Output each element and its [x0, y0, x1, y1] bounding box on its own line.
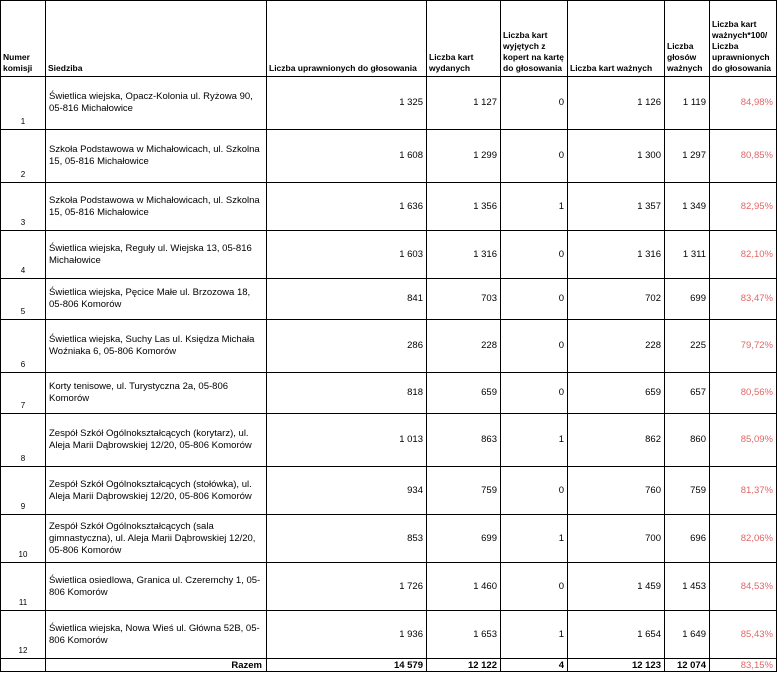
cell-waznych: 760 — [568, 467, 665, 515]
total-wydanych: 12 122 — [427, 659, 501, 672]
header-row — [1, 1, 777, 77]
cell-procent: 80,56% — [710, 373, 777, 414]
cell-uprawnionych: 1 936 — [267, 611, 427, 659]
table-row — [1, 231, 777, 279]
cell-wydanych: 659 — [427, 373, 501, 414]
cell-wyjetych: 0 — [501, 77, 568, 130]
total-wyjetych: 4 — [501, 659, 568, 672]
total-row — [1, 659, 777, 672]
cell-procent: 80,85% — [710, 130, 777, 183]
cell-glosow: 1 349 — [665, 183, 710, 231]
cell-glosow: 1 311 — [665, 231, 710, 279]
table-row — [1, 183, 777, 231]
cell-waznych: 228 — [568, 320, 665, 373]
cell-numer: 11 — [1, 563, 46, 611]
cell-numer: 3 — [1, 183, 46, 231]
cell-procent: 82,95% — [710, 183, 777, 231]
cell-numer: 8 — [1, 414, 46, 467]
cell-wyjetych: 0 — [501, 279, 568, 320]
cell-waznych: 1 300 — [568, 130, 665, 183]
cell-numer: 9 — [1, 467, 46, 515]
cell-waznych: 702 — [568, 279, 665, 320]
cell-wydanych: 1 316 — [427, 231, 501, 279]
cell-wyjetych: 1 — [501, 183, 568, 231]
table-row — [1, 467, 777, 515]
cell-procent: 82,10% — [710, 231, 777, 279]
cell-glosow: 860 — [665, 414, 710, 467]
cell-wydanych: 703 — [427, 279, 501, 320]
table-row — [1, 414, 777, 467]
cell-numer: 7 — [1, 373, 46, 414]
cell-numer: 1 — [1, 77, 46, 130]
cell-siedziba: Korty tenisowe, ul. Turystyczna 2a, 05-806 Komorów — [46, 373, 267, 414]
cell-siedziba: Świetlica wiejska, Pęcice Małe ul. Brzozowa 18, 05-806 Komorów — [46, 279, 267, 320]
cell-siedziba: Świetlica wiejska, Opacz-Kolonia ul. Ryżowa 90, 05-816 Michałowice — [46, 77, 267, 130]
cell-glosow: 1 297 — [665, 130, 710, 183]
cell-wyjetych: 1 — [501, 515, 568, 563]
cell-numer: 4 — [1, 231, 46, 279]
cell-siedziba: Zespół Szkół Ogólnokształcących (korytarz), ul. Aleja Marii Dąbrowskiej 12/20, 05-806 Komorów — [46, 414, 267, 467]
cell-siedziba: Szkoła Podstawowa w Michałowicach, ul. Szkolna 15, 05-816 Michałowice — [46, 130, 267, 183]
header-numer: Numer komisji — [1, 1, 46, 77]
cell-wyjetych: 1 — [501, 414, 568, 467]
cell-numer: 10 — [1, 515, 46, 563]
cell-procent: 84,53% — [710, 563, 777, 611]
total-label: Razem — [46, 659, 267, 672]
cell-uprawnionych: 1 726 — [267, 563, 427, 611]
total-glosow: 12 074 — [665, 659, 710, 672]
cell-wydanych: 1 460 — [427, 563, 501, 611]
cell-waznych: 1 654 — [568, 611, 665, 659]
cell-glosow: 657 — [665, 373, 710, 414]
cell-uprawnionych: 853 — [267, 515, 427, 563]
cell-siedziba: Szkoła Podstawowa w Michałowicach, ul. Szkolna 15, 05-816 Michałowice — [46, 183, 267, 231]
cell-wydanych: 863 — [427, 414, 501, 467]
cell-glosow: 1 649 — [665, 611, 710, 659]
cell-procent: 81,37% — [710, 467, 777, 515]
table-row — [1, 611, 777, 659]
cell-wydanych: 699 — [427, 515, 501, 563]
header-glosow: Liczba głosów ważnych — [665, 1, 710, 77]
header-wydanych: Liczba kart wydanych — [427, 1, 501, 77]
cell-wydanych: 1 127 — [427, 77, 501, 130]
cell-wydanych: 1 653 — [427, 611, 501, 659]
table-row — [1, 320, 777, 373]
cell-siedziba: Świetlica wiejska, Reguły ul. Wiejska 13, 05-816 Michałowice — [46, 231, 267, 279]
cell-wyjetych: 0 — [501, 563, 568, 611]
cell-uprawnionych: 1 603 — [267, 231, 427, 279]
total-procent: 83,15% — [710, 659, 777, 672]
total-blank — [1, 659, 46, 672]
cell-wyjetych: 0 — [501, 320, 568, 373]
header-waznych: Liczba kart ważnych — [568, 1, 665, 77]
cell-waznych: 659 — [568, 373, 665, 414]
cell-waznych: 862 — [568, 414, 665, 467]
table-row — [1, 563, 777, 611]
header-siedziba: Siedziba — [46, 1, 267, 77]
cell-uprawnionych: 841 — [267, 279, 427, 320]
table-row — [1, 77, 777, 130]
cell-glosow: 1 453 — [665, 563, 710, 611]
cell-waznych: 1 316 — [568, 231, 665, 279]
header-wyjetych: Liczba kart wyjętych z kopert na kartę do głosowania — [501, 1, 568, 77]
cell-uprawnionych: 1 636 — [267, 183, 427, 231]
table-row — [1, 373, 777, 414]
cell-uprawnionych: 934 — [267, 467, 427, 515]
cell-wydanych: 228 — [427, 320, 501, 373]
cell-uprawnionych: 1 608 — [267, 130, 427, 183]
cell-glosow: 699 — [665, 279, 710, 320]
cell-siedziba: Zespół Szkół Ogólnokształcących (stołówka), ul. Aleja Marii Dąbrowskiej 12/20, 05-806 Komorów — [46, 467, 267, 515]
cell-uprawnionych: 1 013 — [267, 414, 427, 467]
cell-numer: 2 — [1, 130, 46, 183]
cell-procent: 85,09% — [710, 414, 777, 467]
cell-procent: 85,43% — [710, 611, 777, 659]
cell-wydanych: 1 356 — [427, 183, 501, 231]
header-procent: Liczba kart ważnych*100/ Liczba uprawnionych do głosowania — [710, 1, 777, 77]
cell-numer: 12 — [1, 611, 46, 659]
cell-waznych: 1 357 — [568, 183, 665, 231]
cell-wydanych: 1 299 — [427, 130, 501, 183]
cell-numer: 6 — [1, 320, 46, 373]
cell-procent: 79,72% — [710, 320, 777, 373]
cell-numer: 5 — [1, 279, 46, 320]
total-waznych: 12 123 — [568, 659, 665, 672]
cell-wyjetych: 0 — [501, 231, 568, 279]
cell-siedziba: Świetlica wiejska, Nowa Wieś ul. Główna 52B, 05-806 Komorów — [46, 611, 267, 659]
cell-waznych: 700 — [568, 515, 665, 563]
cell-waznych: 1 459 — [568, 563, 665, 611]
header-uprawnionych: Liczba uprawnionych do głosowania — [267, 1, 427, 77]
cell-uprawnionych: 286 — [267, 320, 427, 373]
cell-siedziba: Świetlica wiejska, Suchy Las ul. Księdza Michała Woźniaka 6, 05-806 Komorów — [46, 320, 267, 373]
cell-procent: 82,06% — [710, 515, 777, 563]
cell-waznych: 1 126 — [568, 77, 665, 130]
cell-wyjetych: 0 — [501, 467, 568, 515]
cell-wyjetych: 0 — [501, 373, 568, 414]
cell-procent: 84,98% — [710, 77, 777, 130]
cell-wyjetych: 0 — [501, 130, 568, 183]
cell-glosow: 696 — [665, 515, 710, 563]
cell-glosow: 759 — [665, 467, 710, 515]
cell-siedziba: Zespół Szkół Ogólnokształcących (sala gimnastyczna), ul. Aleja Marii Dąbrowskiej 12/20, 05-806 Komorów — [46, 515, 267, 563]
table-row — [1, 279, 777, 320]
table-row — [1, 515, 777, 563]
table-row — [1, 130, 777, 183]
cell-wydanych: 759 — [427, 467, 501, 515]
cell-glosow: 225 — [665, 320, 710, 373]
cell-glosow: 1 119 — [665, 77, 710, 130]
cell-uprawnionych: 818 — [267, 373, 427, 414]
cell-uprawnionych: 1 325 — [267, 77, 427, 130]
cell-wyjetych: 1 — [501, 611, 568, 659]
cell-procent: 83,47% — [710, 279, 777, 320]
total-uprawnionych: 14 579 — [267, 659, 427, 672]
cell-siedziba: Świetlica osiedlowa, Granica ul. Czeremchy 1, 05-806 Komorów — [46, 563, 267, 611]
